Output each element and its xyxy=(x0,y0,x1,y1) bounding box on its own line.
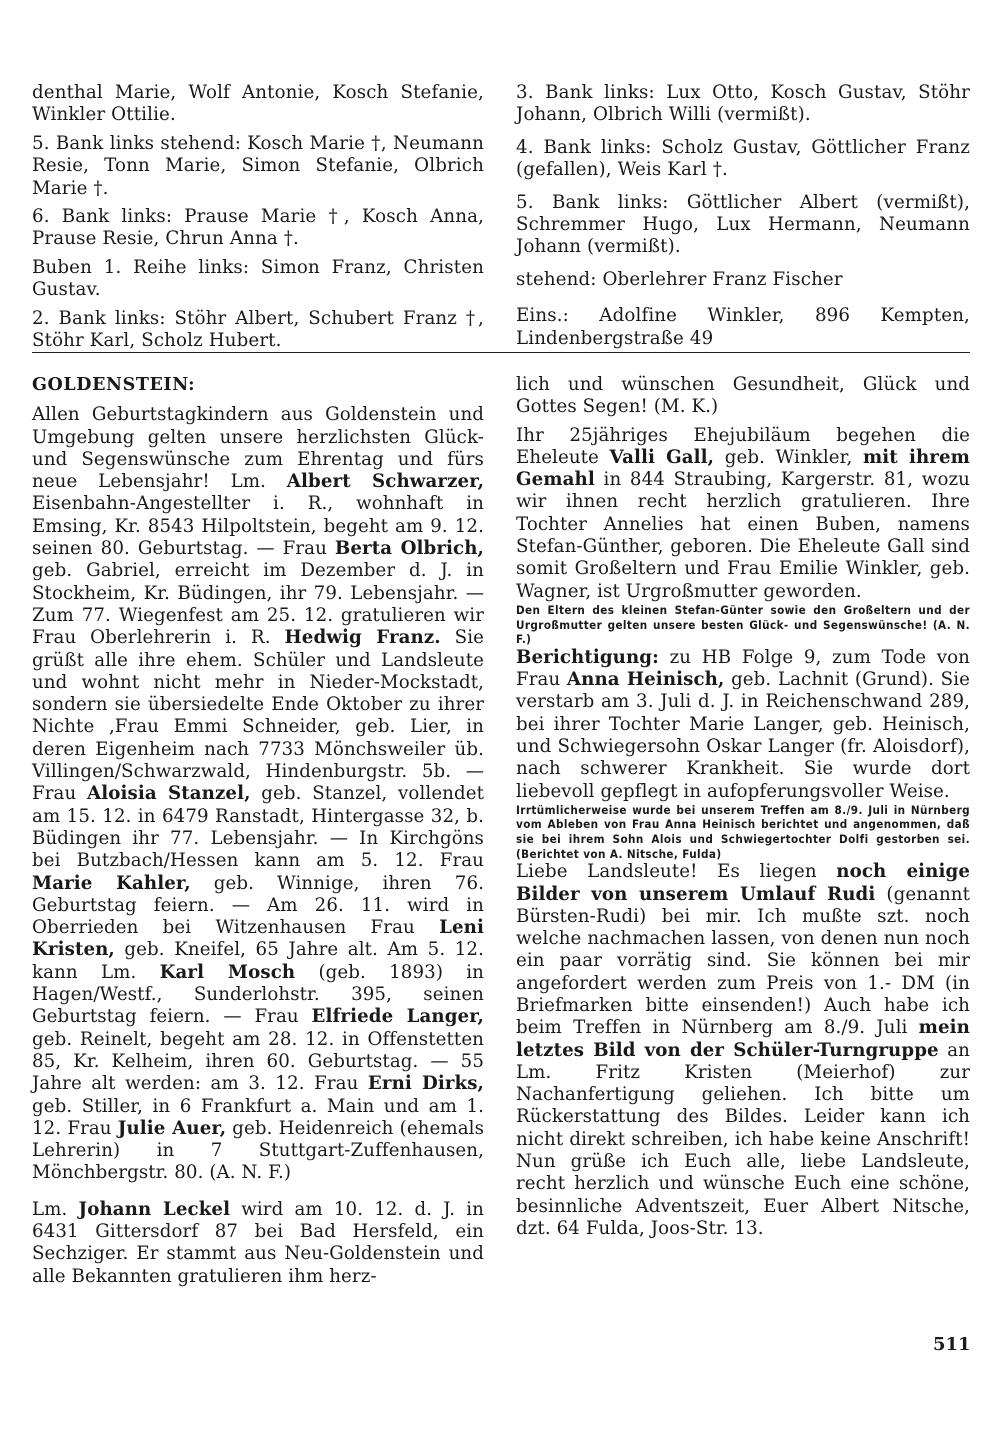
letter-paragraph xyxy=(516,861,970,1240)
birthday-paragraph xyxy=(32,1199,484,1288)
correction-paragraph xyxy=(516,647,970,803)
text-run: geb. Heidenreich (ehemals Lehrerin) in 7 Stuttgart-Zuffenhausen, Mönchbergstr. 80. (A. N. F.) xyxy=(32,1117,484,1184)
text-run: geb. Reinelt, begeht am 28. 12. in Offenstetten 85, Kr. Kelheim, ihren 60. Geburtstag. — 55 Jahre alt werden: am 3. 12. Frau xyxy=(32,1028,484,1095)
text-run: zu HB Folge 9, zum Tode von Frau xyxy=(516,646,970,691)
small-print-note: Irrtümlicherweise wurde bei unserem Treffen am 8./9. Juli in Nürnberg vom Ableben von Frau Anna Heinisch berichtet und angenommen, daß sie bei ihrem Sohn Alois und Schwiegertochter Dolfi gestorben sei. (Berichtet von A. Nitsche, Fulda) xyxy=(516,802,970,861)
page-number: 511 xyxy=(933,1334,971,1355)
text-run: geb. Kneifel, 65 Jahre alt. Am 5. 12. kann Lm. xyxy=(32,939,484,983)
anniversary-paragraph xyxy=(516,425,970,603)
caption-line: Eins.: Adolfine Winkler, 896 Kempten, Lindenbergstraße 49 xyxy=(516,305,970,349)
text-run: wird am 10. 12. d. J. in 6431 Gittersdorf 87 bei Bad Hersfeld, ein Sechziger. Er stammt aus Neu-Goldenstein und alle Bekannten gratulieren ihm herz- xyxy=(32,1198,484,1287)
text-run: (geb. 1893) in Hagen/Westf., Sunderlohstr. 395, seinen Geburtstag feiern. — Frau xyxy=(32,961,485,1028)
person-name: Elfriede Langer, xyxy=(311,1006,484,1028)
text-run: geb. Winnige, ihren 76. Geburtstag feiern. — Am 26. 11. wird in Oberrieden bei Witzenhausen Frau xyxy=(32,872,485,939)
text-run: Sie grüßt alle ihre ehem. Schüler und Landsleute und wohnt nicht mehr in Nieder-Mockstadt, sondern sie übersiedelte Ende Oktober zu ihrer Nichte ‚Frau Emmi Schneider, geb. Lier, in deren Eigenheim nach 7733 Mönchsweiler üb. Villingen/Schwarzwald, Hindenburgstr. 5b. — Frau xyxy=(32,627,484,805)
text-run: in 844 Straubing, Kargerstr. 81, wozu wir ihnen recht herzlich gratulieren. Ihre Tochter Annelies hat einen Buben, namens Stefan-Günther, geboren. Die Eheleute Gall sind somit Großeltern und Frau Emilie Winkler, geb. Wagner, ist Urgroßmutter geworden. xyxy=(516,469,970,602)
caption-line: 6. Bank links: Prause Marie †, Kosch Anna, Prause Resie, Chrun Anna †. xyxy=(32,206,484,250)
person-name: Anna Heinisch, xyxy=(566,669,725,691)
person-name: Erni Dirks, xyxy=(367,1073,484,1095)
text-run: geb. Lachnit (Grund). Sie verstarb am 3. Juli d. J. in Reichenschwand 289, bei ihrer Tochter Marie Langer, geb. Heinisch, und Schwiegersohn Oskar Langer (fr. Aloisdorf), nach schwerer Krankheit. Sie wurde dort liebevoll gepflegt in aufopferungsvoller Weise. xyxy=(516,669,970,802)
top-right-column xyxy=(516,82,970,350)
emphasis: noch einige Bilder von unserem Umlauf Rudi xyxy=(516,861,970,905)
correction-label: Berichtigung: xyxy=(516,646,659,668)
caption-line: 4. Bank links: Scholz Gustav, Göttlicher Franz (gefallen), Weis Karl †. xyxy=(516,136,970,181)
person-name: Albert Schwarzer, xyxy=(286,471,484,493)
text-run: Allen Geburtstagkindern aus Goldenstein und Umgebung gelten unsere herzlichsten Glück- und Segenswünsche zum Ehrentag und fürs neue Lebensjahr! Lm. xyxy=(32,404,484,493)
small-print-note: Den Eltern des kleinen Stefan-Günter sowie den Großeltern und der Urgroßmutter gelten unsere besten Glück- und Segenswünsche! (A. N. F.) xyxy=(516,602,970,647)
caption-line: 2. Bank links: Stöhr Albert, Schubert Franz †, Stöhr Karl, Scholz Hubert. xyxy=(32,307,484,352)
top-left-column xyxy=(32,82,484,352)
person-name: Marie Kahler, xyxy=(32,872,191,894)
text-run: an Lm. Fritz Kristen (Meierhof) zur Nachanfertigung geliehen. Ich bitte um Rückerstattung des Bildes. Leider kann ich nicht direkt schreiben, ich habe keine Anschrift! Nun grüße ich Euch alle, liebe Landsleute, recht herzlich und wünsche Euch eine schöne, besinnliche Adventszeit, Euer Albert Nitsche, dzt. 64 Fulda, Joos-Str. 13. xyxy=(516,1039,970,1239)
caption-line: 5. Bank links: Göttlicher Albert (vermißt), Schremmer Hugo, Lux Hermann, Neumann Johann (vermißt). xyxy=(516,191,970,258)
person-name: Hedwig Franz. xyxy=(284,627,441,649)
emphasis: mit ihrem Gemahl xyxy=(516,446,970,491)
text-run: geb. Gabriel, erreicht im Dezember d. J. in Stockheim, Kr. Büdingen, ihr 79. Lebensjahr. — Zum 77. Wiegenfest am 25. 12. gratulieren wir Frau Oberlehrerin i. R. xyxy=(32,560,484,649)
birthday-paragraph xyxy=(32,404,484,1184)
text-run: (genannt Bürsten-Rudi) bei mir. Ich mußte szt. noch welche nachmachen lassen, von denen nun noch ein paar vorrätig sind. Sie können bei mir angefordert werden zum Preis von 1.- DM (in Briefmarken bitte einsenden!) Auch habe ich beim Treffen in Nürnberg am 8./9. Juli xyxy=(516,883,970,1039)
caption-line: denthal Marie, Wolf Antonie, Kosch Stefanie, Winkler Ottilie. xyxy=(32,82,484,126)
text-run: Eisenbahn-Angestellter i. R., wohnhaft in Emsing, Kr. 8543 Hilpoltstein, begeht am 9. 12. seinen 80. Geburtstag. — Frau xyxy=(32,493,484,560)
text-run: geb. Stanzel, vollendet am 15. 12. in 6479 Ranstadt, Hintergasse 32, b. Büdingen ihr 77. Lebensjahr. — In Kirchgöns bei Butzbach/Hessen kann am 5. 12. Frau xyxy=(32,783,485,872)
text-run: geb. Winkler, xyxy=(714,446,863,468)
section-divider xyxy=(32,352,970,353)
person-name: Karl Mosch xyxy=(159,961,296,983)
right-article-column xyxy=(516,374,970,1240)
section-heading: GOLDENSTEIN: xyxy=(32,375,196,395)
person-name: Julie Auer, xyxy=(117,1117,227,1139)
text-run: geb. Stiller, in 6 Frankfurt a. Main und am 1. 12. Frau xyxy=(32,1095,484,1139)
caption-line: Buben 1. Reihe links: Simon Franz, Christen Gustav. xyxy=(32,256,484,301)
left-article-column xyxy=(32,374,484,1288)
text-run: Lm. xyxy=(32,1198,79,1220)
person-name: Berta Olbrich, xyxy=(334,538,484,560)
text-run: Ihr 25jähriges Ehejubiläum begehen die Eheleute xyxy=(516,424,970,468)
caption-line: stehend: Oberlehrer Franz Fischer xyxy=(516,268,843,290)
person-name: Johann Leckel xyxy=(78,1198,231,1220)
caption-line: 3. Bank links: Lux Otto, Kosch Gustav, Stöhr Johann, Olbrich Willi (vermißt). xyxy=(516,82,970,126)
caption-line: 5. Bank links stehend: Kosch Marie †, Neumann Resie, Tonn Marie, Simon Stefanie, Olbrich Marie †. xyxy=(32,132,484,199)
text-run: Liebe Landsleute! Es liegen xyxy=(516,861,837,883)
person-name: Aloisia Stanzel, xyxy=(87,783,251,805)
greeting-paragraph: lich und wünschen Gesundheit, Glück und Gottes Segen! (M. K.) xyxy=(516,374,970,418)
person-name: Leni Kristen, xyxy=(32,917,484,961)
person-name: Valli Gall, xyxy=(609,446,715,468)
emphasis: mein letztes Bild von der Schüler-Turngruppe xyxy=(516,1017,970,1061)
